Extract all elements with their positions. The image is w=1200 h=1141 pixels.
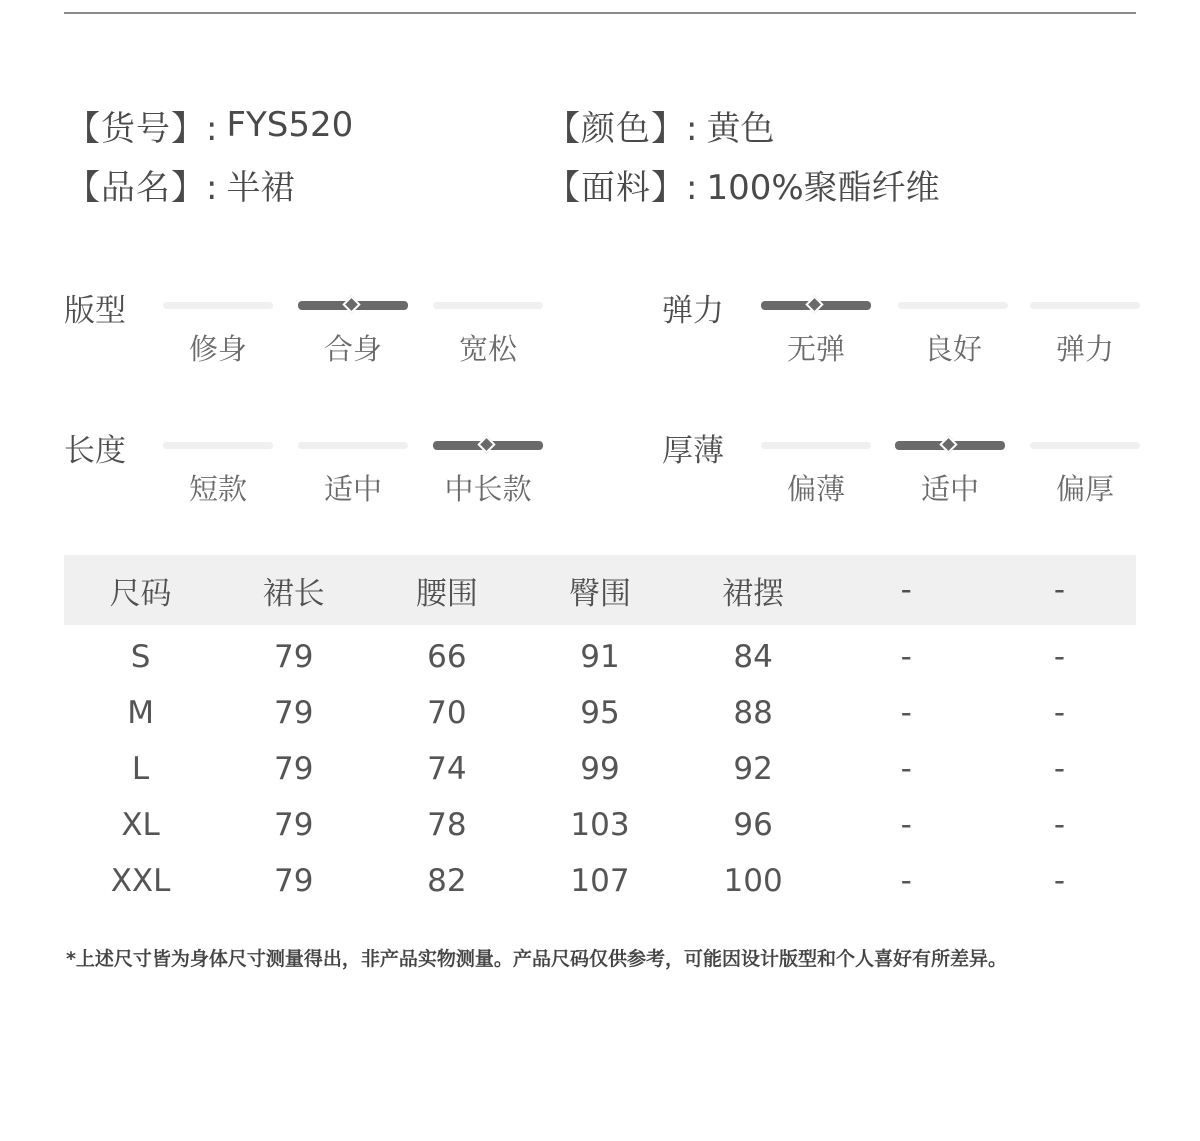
option-label: 适中 xyxy=(920,472,979,506)
option-label: 良好 xyxy=(923,332,982,366)
cell-value: 79 xyxy=(273,863,314,899)
fabric-row xyxy=(546,162,940,206)
footnote: *上述尺寸皆为身体尺寸测量得出，非产品实物测量。产品尺码仅供参考，可能因设计版型和个人喜好有所差异。 xyxy=(66,948,1007,970)
attr-elasticity xyxy=(662,285,1142,375)
attr-elasticity-option xyxy=(761,285,871,375)
attr-thickness-option xyxy=(895,425,1005,515)
cell-value: - xyxy=(900,863,912,899)
selected-marker-icon xyxy=(477,435,495,453)
cell-size: L xyxy=(131,751,150,787)
product-name-key: 【品名】: xyxy=(66,167,219,208)
cell-value: 66 xyxy=(427,639,467,675)
table-row xyxy=(64,685,1136,741)
color-value: 黄色 xyxy=(706,108,775,149)
cell-value: 74 xyxy=(427,751,467,787)
option-track xyxy=(761,442,871,449)
cell-value: 96 xyxy=(733,807,773,843)
cell-value: 88 xyxy=(733,695,773,731)
cell-value: - xyxy=(1053,863,1066,899)
cell-value: 100 xyxy=(723,863,783,899)
option-label: 适中 xyxy=(323,472,382,506)
cell-value: 107 xyxy=(570,863,630,899)
cell-size: XL xyxy=(121,807,160,843)
option-track xyxy=(298,442,408,449)
cell-value: 91 xyxy=(580,639,620,675)
cell-value: - xyxy=(900,751,912,787)
header-hip: 臀围 xyxy=(523,555,676,625)
cell-value: 70 xyxy=(427,695,467,731)
attr-elasticity-title: 弹力 xyxy=(662,293,724,329)
header-skirt-length: 裙长 xyxy=(217,555,370,625)
cell-value: - xyxy=(1053,639,1066,675)
cell-value: - xyxy=(1053,695,1066,731)
option-label: 短款 xyxy=(188,472,247,506)
option-track xyxy=(163,442,273,449)
color-key: 【颜色】: xyxy=(546,108,699,149)
table-row xyxy=(64,625,1136,685)
option-label: 偏薄 xyxy=(786,472,845,506)
option-track xyxy=(1030,302,1140,309)
product-name-value: 半裙 xyxy=(226,167,295,208)
attr-thickness-option xyxy=(1030,425,1140,515)
cell-size: XXL xyxy=(110,863,171,899)
option-track xyxy=(433,302,543,309)
cell-size: S xyxy=(130,639,151,675)
attr-elasticity-option xyxy=(898,285,1008,375)
top-divider xyxy=(64,12,1136,14)
fabric-value: 100%聚酯纤维 xyxy=(706,167,940,208)
cell-value: - xyxy=(1053,807,1066,843)
table-row xyxy=(64,797,1136,853)
cell-value: 84 xyxy=(733,639,773,675)
header-placeholder: - xyxy=(830,555,983,625)
attr-thickness xyxy=(662,425,1142,515)
attr-fit-option xyxy=(433,285,543,375)
attr-thickness-title: 厚薄 xyxy=(662,433,724,469)
attr-length-option xyxy=(433,425,543,515)
cell-size: M xyxy=(127,695,154,731)
option-label: 弹力 xyxy=(1055,332,1114,366)
option-label: 偏厚 xyxy=(1055,472,1114,506)
option-label: 中长款 xyxy=(444,472,532,506)
cell-value: 79 xyxy=(273,695,314,731)
option-label: 宽松 xyxy=(458,332,517,366)
header-placeholder: - xyxy=(983,555,1136,625)
cell-value: 82 xyxy=(427,863,467,899)
selected-marker-icon xyxy=(805,295,823,313)
cell-value: - xyxy=(900,695,912,731)
attr-length xyxy=(64,425,554,515)
attr-length-option xyxy=(163,425,273,515)
item-number-key: 【货号】: xyxy=(66,108,219,149)
selected-marker-icon xyxy=(939,435,957,453)
attr-length-option xyxy=(298,425,408,515)
header-hem: 裙摆 xyxy=(677,555,830,625)
option-label: 合身 xyxy=(323,332,382,366)
header-waist: 腰围 xyxy=(370,555,523,625)
option-track xyxy=(163,302,273,309)
cell-value: - xyxy=(900,807,912,843)
attr-fit-option xyxy=(163,285,273,375)
attr-elasticity-option xyxy=(1030,285,1140,375)
option-track xyxy=(898,302,1008,309)
table-row xyxy=(64,853,1136,909)
size-table xyxy=(64,555,1136,909)
fabric-key: 【面料】: xyxy=(546,167,699,208)
option-label: 修身 xyxy=(188,332,247,366)
product-name-row xyxy=(66,162,294,206)
cell-value: - xyxy=(1053,751,1066,787)
attr-fit-title: 版型 xyxy=(64,293,126,329)
table-row xyxy=(64,741,1136,797)
color-row xyxy=(546,103,774,147)
item-number-row xyxy=(66,103,353,147)
table-header-row xyxy=(64,555,1136,625)
cell-value: 78 xyxy=(427,807,467,843)
attr-fit xyxy=(64,285,554,375)
selected-marker-icon xyxy=(342,295,360,313)
attr-fit-option xyxy=(298,285,408,375)
cell-value: 95 xyxy=(580,695,620,731)
attr-length-title: 长度 xyxy=(64,433,126,469)
cell-value: 99 xyxy=(580,751,620,787)
cell-value: 79 xyxy=(273,751,314,787)
attr-thickness-option xyxy=(761,425,871,515)
cell-value: 92 xyxy=(733,751,773,787)
cell-value: 79 xyxy=(273,807,314,843)
cell-value: 79 xyxy=(273,639,314,675)
option-label: 无弹 xyxy=(786,332,845,366)
cell-value: 103 xyxy=(570,807,630,843)
option-track xyxy=(1030,442,1140,449)
cell-value: - xyxy=(900,639,912,675)
header-size: 尺码 xyxy=(64,555,217,625)
item-number-value: FYS520 xyxy=(226,105,354,145)
